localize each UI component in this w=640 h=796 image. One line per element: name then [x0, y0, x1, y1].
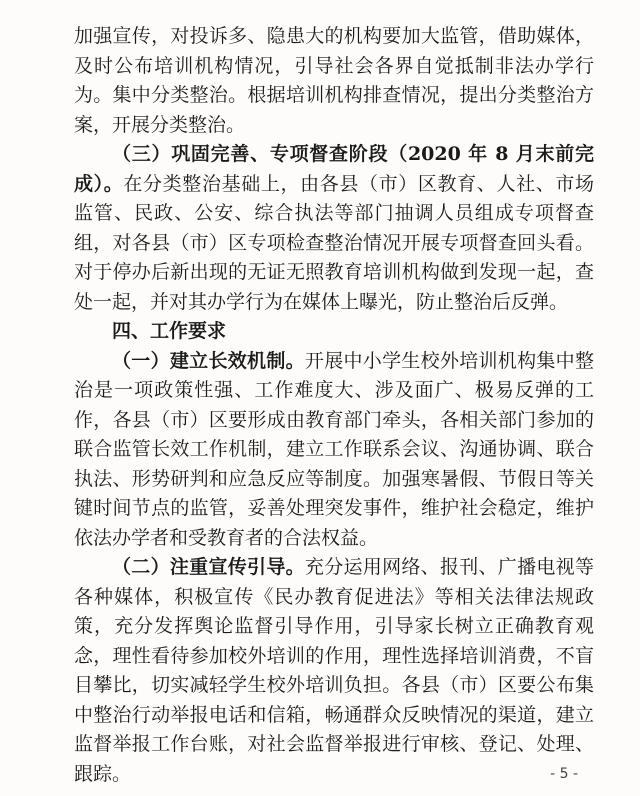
paragraph-classified-rectification: 加强宣传，对投诉多、隐患大的机构要加大监管，借助媒体，及时公布培训机构情况，引导社会各界自觉抵制非法办学行为。集中分类整治。根据培训机构排查情况，提出分类整治方案，开展分类整治。 [74, 25, 594, 136]
paragraph-consolidation-body: 在分类整治基础上，由各县（市）区教育、人社、市场监管、民政、公安、综合执法等部门抽调人员组成专项督查组，对各县（市）区专项检查整治情况开展专项督查回头看。对于停办后新出现的无证无照教育培训机构做到发现一起，查处一起，并对其办学行为在媒体上曝光，防止整治后反弹。 [74, 172, 594, 313]
paragraph-long-term-mechanism-body: 开展中小学生校外培训机构集中整治是一项政策性强、工作难度大、涉及面广、极易反弹的工作，各县（市）区要形成由教育部门牵头，各相关部门参加的联合监管长效工作机制，建立工作联系会议、沟通协调、联合执法、形势研判和应急反应等制度。加强寒暑假、节假日等关键时间节点的监管，妥善处理突发事件，维护社会稳定，维护依法办学者和受教育者的合法权益。 [74, 349, 594, 549]
paragraph-consolidation-stage [74, 140, 594, 317]
document-body [74, 22, 594, 789]
subsection-title-publicity-guidance: （二）注重宣传引导。 [112, 556, 305, 578]
paragraph-publicity-guidance-body: 充分运用网络、报刊、广播电视等各种媒体，积极宣传《民办教育促进法》等相关法律法规政策，充分发挥舆论监督引导作用，引导家长树立正确教育观念，理性看待参加校外培训的作用，理性选择培训消费，不盲目攀比，切实减轻学生校外培训负担。各县（市）区要公布集中整治行动举报电话和信箱，畅通群众反映情况的渠道，建立监督举报工作台账，对社会监督举报进行审核、登记、处理、跟踪。 [74, 556, 594, 785]
subsection-title-consolidation: （三）巩固完善、专项督查阶段（2020 年 8 月末前完成）。 [74, 143, 594, 195]
page-number: - 5 - [550, 766, 578, 782]
paragraph-long-term-mechanism [74, 347, 594, 554]
section-heading-work-requirements: 四、工作要求 [112, 320, 227, 342]
subsection-title-long-term-mechanism: （一）建立长效机制。 [112, 349, 305, 372]
paragraph-publicity-guidance [74, 553, 594, 789]
